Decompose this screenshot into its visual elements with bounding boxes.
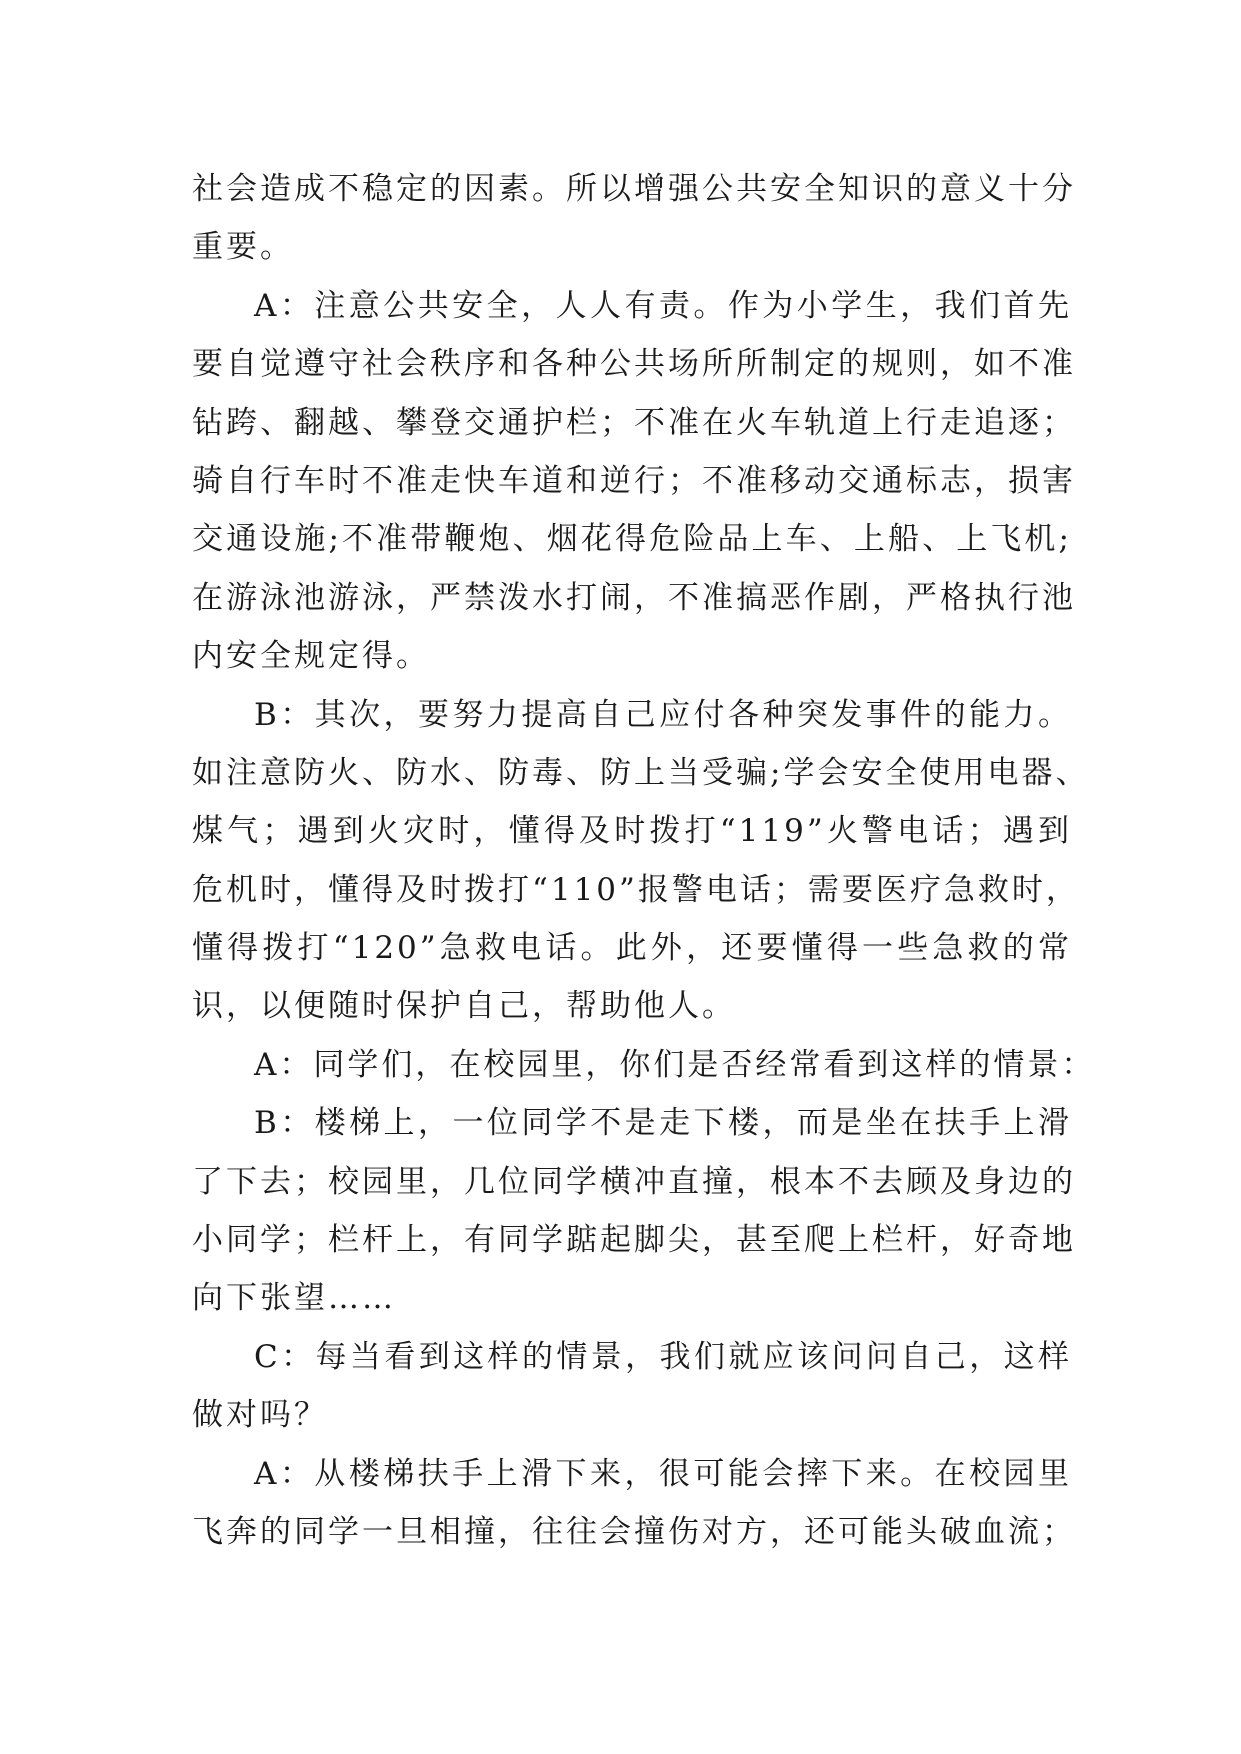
text-line: A：注意公共安全，人人有责。作为小学生，我们首先 — [254, 287, 1072, 324]
text-line: 危机时，懂得及时拨打“110”报警电话；需要医疗急救时， — [192, 871, 1080, 908]
text-line: B：楼梯上，一位同学不是走下楼，而是坐在扶手上滑 — [254, 1105, 1072, 1142]
text-line: 骑自行车时不准走快车道和逆行；不准移动交通标志，损害 — [192, 462, 1076, 499]
text-line: C：每当看到这样的情景，我们就应该问问自己，这样 — [254, 1338, 1072, 1375]
text-line: 做对吗？ — [192, 1397, 328, 1434]
text-line: 钻跨、翻越、攀登交通护栏；不准在火车轨道上行走追逐； — [192, 404, 1076, 441]
text-line: 交通设施;不准带鞭炮、烟花得危险品上车、上船、上飞机; — [192, 521, 1072, 558]
text-line: 如注意防火、防水、防毒、防上当受骗;学会安全使用电器、 — [192, 754, 1090, 791]
text-line: 飞奔的同学一旦相撞，往往会撞伤对方，还可能头破血流； — [192, 1513, 1076, 1550]
text-line: A：从楼梯扶手上滑下来，很可能会摔下来。在校园里 — [254, 1455, 1072, 1492]
text-line: 向下张望…… — [192, 1280, 396, 1317]
text-line: A：同学们，在校园里，你们是否经常看到这样的情景： — [254, 1046, 1096, 1083]
text-line: 在游泳池游泳，严禁泼水打闹，不准搞恶作剧，严格执行池 — [192, 579, 1076, 616]
text-line: 了下去；校园里，几位同学横冲直撞，根本不去顾及身边的 — [192, 1163, 1076, 1200]
text-line: 小同学；栏杆上，有同学踮起脚尖，甚至爬上栏杆，好奇地 — [192, 1222, 1076, 1259]
text-line: 要自觉遵守社会秩序和各种公共场所所制定的规则，如不准 — [192, 346, 1076, 383]
text-line: 内安全规定得。 — [192, 638, 430, 675]
text-line: B：其次，要努力提高自己应付各种突发事件的能力。 — [254, 696, 1072, 733]
document-body — [192, 160, 1096, 1561]
text-line: 重要。 — [192, 229, 294, 266]
text-line: 懂得拨打“120”急救电话。此外，还要懂得一些急救的常 — [192, 930, 1072, 967]
text-line: 社会造成不稳定的因素。所以增强公共安全知识的意义十分 — [192, 171, 1076, 207]
text-line: 识，以便随时保护自己，帮助他人。 — [192, 988, 736, 1025]
text-line: 煤气；遇到火灾时，懂得及时拨打“119”火警电话；遇到 — [192, 813, 1072, 850]
